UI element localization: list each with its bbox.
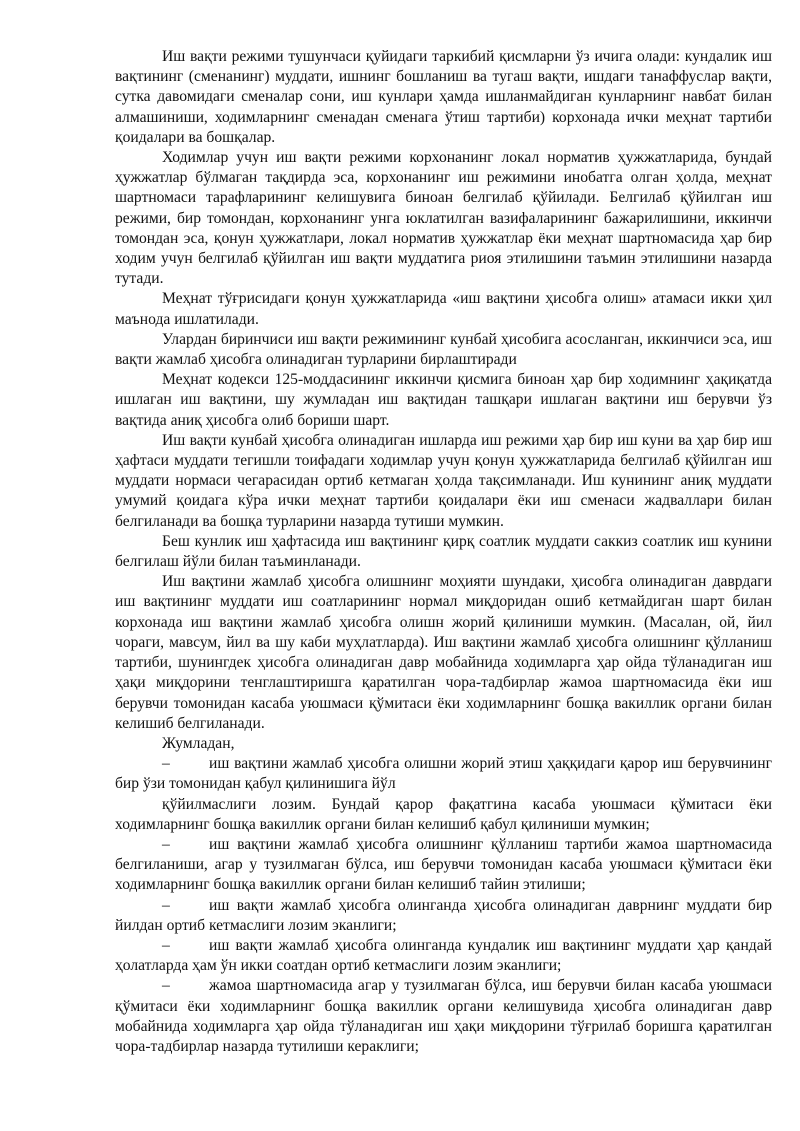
paragraph: Улардан биринчиси иш вақти режимининг кунбай ҳисобига асосланган, иккинчиси эса, иш вақти жамлаб ҳисобга олинадиган турларини бирлаштиради [115,330,772,369]
list-item-text: иш вақтини жамлаб ҳисобга олишнинг қўлланиш тартиби жамоа шартномасида белгиланиши, агар у тузилмаган бўлса, иш берувчи томонидан касаба уюшмаси қўмитаси ёки ходимларнинг бошқа вакиллик органи билан келишиб тайин этилиши; [115,835,772,894]
list-item [115,976,772,1057]
document-page [115,47,772,1057]
dash-marker: – [162,835,170,853]
list-item [115,835,772,896]
paragraph: Жумладан, [162,734,235,752]
paragraph: Меҳнат тўғрисидаги қонун ҳужжатларида «иш вақтини ҳисобга олиш» атамаси икки ҳил маънода ишлатилади. [115,290,772,328]
paragraph: Иш вақти режими тушунчаси қуйидаги таркибий қисмларни ўз ичига олади: кундалик иш вақтининг (сменанинг) муддати, ишнинг бошланиш ва тугаш вақти, ишдаги танаффуслар вақти, сутка давомидаги сменалар сони, иш кунлари ҳамда ишланмайдиган кунларнинг навбат билан алмашиниши, ходимларнинг сменадан сменага ўтиш тартиби) корхонада ички меҳнат тартиби қоидалари ва бошқалар. [115,48,772,146]
list-item [115,936,772,976]
list-item [115,896,772,936]
list-item-text: жамоа шартномасида агар у тузилмаган бўлса, иш берувчи билан касаба уюшмаси қўмитаси ёки ходимларнинг бошқа вакиллик органи келишувида ҳисобга олинадиган давр мобайнида ходимларга ҳар ойда тўланадиган иш ҳақи миқдорини тўғрилаб боришга қаратилган чора-тадбирлар назарда тутилиши кераклиги; [115,977,772,1055]
paragraph: Ходимлар учун иш вақти режими корхонанинг локал норматив ҳужжатларида, бундай ҳужжатлар бўлмаган тақдирда эса, корхонанинг иш режимини инобатга олган ҳолда, меҳнат шартномаси тарафларининг келишувига биноан белгилаб қўйилади. Белгилаб қўйилган иш режими, бир томондан, корхонанинг унга юклатилган вазифаларининг бажарилишини, иккинчи томондан эса, қонун ҳужжатлари, локал норматив ҳужжатлар ёки меҳнат шартномасида ҳар бир ходим учун белгилаб қўйилган иш вақти муддатига риоя этилишини таъмин этилишини назарда тутади. [115,149,772,288]
list-item-text: иш вақтини жамлаб ҳисобга олишни жорий этиш ҳаққидаги қарор иш берувчининг бир ўзи томонидан қабул қилинишига йўл [115,755,772,793]
list-item [115,754,772,794]
list-item-continuation: қўйилмаслиги лозим. Бундай қарор фақатгина касаба уюшмаси қўмитаси ёки ходимларнинг бошқа вакиллик органи билан келишиб қабул қилиниши мумкин; [115,795,772,833]
dash-marker: – [162,896,170,914]
dash-marker: – [162,936,170,954]
paragraph: Меҳнат кодекси 125-моддасининг иккинчи қисмига биноан ҳар бир ходимнинг ҳақиқатда ишлаган иш вақтини, шу жумладан иш вақтидан ташқари ишлаган вақтини иш берувчи ўз вақтида аниқ ҳисобга олиб бориши шарт. [115,371,772,429]
paragraph: Беш кунлик иш ҳафтасида иш вақтининг қирқ соатлик муддати саккиз соатлик иш кунини белгилаш йўли билан таъминланади. [115,532,772,571]
dash-marker: – [162,755,170,773]
dash-marker: – [162,977,170,995]
paragraph: Иш вақти кунбай ҳисобга олинадиган ишларда иш режими ҳар бир иш куни ва ҳар бир иш ҳафтаси муддати тегишли тоифадаги ходимлар учун қонун ҳужжатларида белгилаб қўйилган иш муддати нормаси чегарасидан ортиб кетмаган ҳолда тақсимланади. Иш кунининг аниқ муддати умумий қоидага кўра ички меҳнат тартиби қоидалари ёки иш сменаси жадваллари билан белгиланади ва бошқа турларини назарда тутиши мумкин. [115,431,772,530]
list-item-text: иш вақти жамлаб ҳисобга олинганда ҳисобга олинадиган даврнинг муддати бир йилдан ортиб кетмаслиги лозим эканлиги; [115,896,772,934]
list-item-text: иш вақти жамлаб ҳисобга олинганда кундалик иш вақтининг муддати ҳар қандай ҳолатларда ҳам ўн икки соатдан ортиб кетмаслиги лозим эканлиги; [115,936,772,975]
paragraph: Иш вақтини жамлаб ҳисобга олишнинг моҳияти шундаки, ҳисобга олинадиган даврдаги иш вақтининг муддати иш соатларининг нормал миқдоридан ошиб кетмайдиган шарт билан корхонада иш вақтини жамлаб ҳисобга олишн жорий қилиниши мумкин. (Масалан, ой, йил чораги, мавсум, йил ва шу каби муҳлатларда). Иш вақтини жамлаб ҳисобга олишнинг қўлланиш тартиби, шунингдек ҳисобга олинадиган давр мобайнида ходимларга ҳар ойда тўланадиган иш ҳақи миқдорини тенглаштиришга қаратилган чора-тадбирлар жамоа шартномасида ёки иш берувчи томонидан касаба уюшмаси қўмитаси ёки ходимларнинг бошқа вакиллик органи билан келишиб белгиланади. [115,573,772,732]
